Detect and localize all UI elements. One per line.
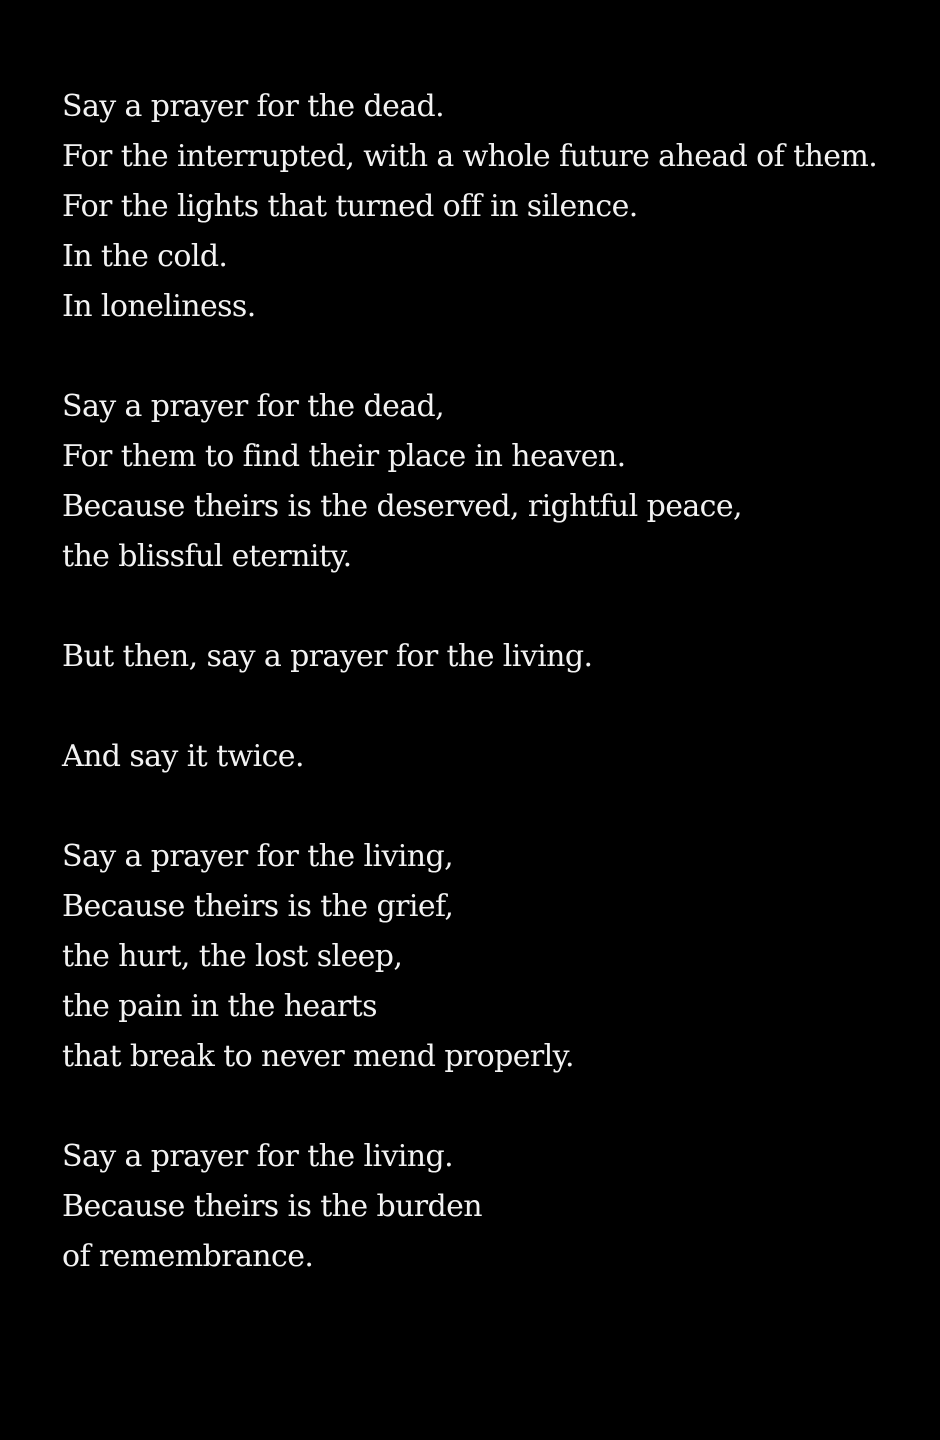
poem-line: Because theirs is the deserved, rightful peace, — [62, 489, 742, 524]
poem-line: Because theirs is the burden — [62, 1189, 483, 1224]
poem-line: Because theirs is the grief, — [62, 889, 454, 924]
poem-line: Say a prayer for the living. — [62, 1139, 454, 1174]
poem-line: Say a prayer for the dead, — [62, 389, 445, 424]
poem-line: Say a prayer for the dead. — [62, 89, 445, 124]
stanza-6 — [62, 1132, 922, 1282]
poem-line: the blissful eternity. — [62, 539, 352, 574]
stanza-4 — [62, 732, 922, 782]
stanza-2 — [62, 382, 922, 582]
poem-line: In loneliness. — [62, 289, 256, 324]
stanza-5 — [62, 832, 922, 1082]
poem-line: In the cold. — [62, 239, 228, 274]
poem-line: of remembrance. — [62, 1239, 314, 1274]
poem-line: the hurt, the lost sleep, — [62, 939, 403, 974]
poem-line: But then, say a prayer for the living. — [62, 639, 593, 674]
poem-line: the pain in the hearts — [62, 989, 377, 1024]
poem-line: And say it twice. — [62, 739, 304, 774]
poem-line: For the lights that turned off in silence. — [62, 189, 638, 224]
stanza-3 — [62, 632, 922, 682]
poem-line: For the interrupted, with a whole future ahead of them. — [62, 139, 878, 174]
poem-line: that break to never mend properly. — [62, 1039, 574, 1074]
poem-line: Say a prayer for the living, — [62, 839, 454, 874]
poem-line: For them to find their place in heaven. — [62, 439, 626, 474]
stanza-1 — [62, 82, 922, 332]
poem-body — [62, 82, 922, 1332]
